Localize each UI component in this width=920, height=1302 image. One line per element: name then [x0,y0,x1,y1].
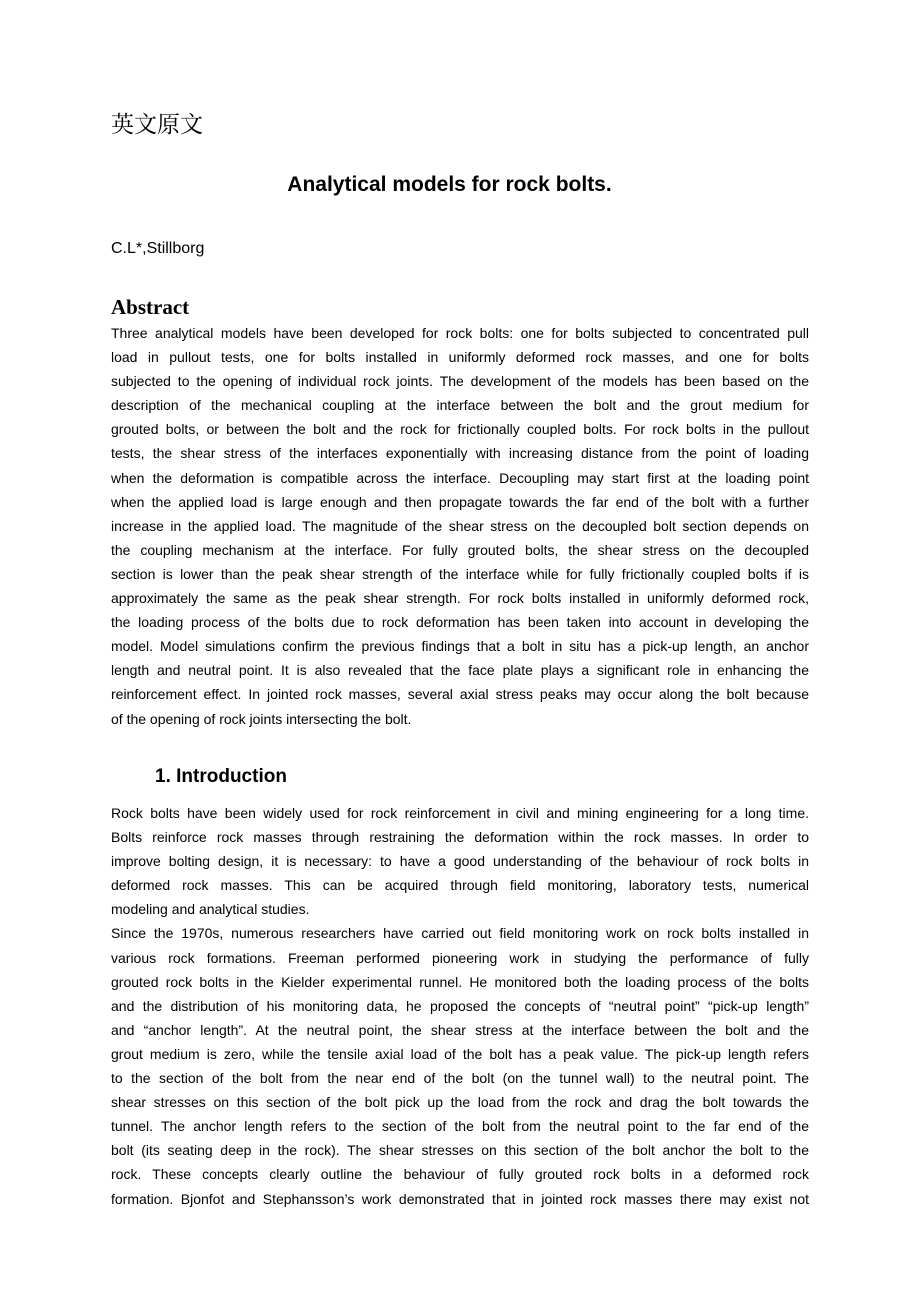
text-line: length and neutral point. It is also revealed that the face plate plays a significant role in enhancing the [111,662,809,679]
text-line: Bolts reinforce rock masses through restraining the deformation within the rock masses. In order to [111,829,809,846]
text-line: grout medium is zero, while the tensile axial load of the bolt has a peak value. The pick-up length refers [111,1045,809,1062]
abstract-paragraph [111,321,809,731]
introduction-heading: 1. Introduction [155,766,287,787]
text-line: description of the mechanical coupling at the interface between the bolt and the grout medium for [111,397,809,414]
text-line: and the distribution of his monitoring data, he proposed the concepts of “neutral point” “pick-up length” [111,997,809,1014]
text-line: rock. These concepts clearly outline the behaviour of fully grouted rock bolts in a deformed rock [111,1166,809,1183]
introduction-paragraph [111,921,809,1210]
text-line: increase in the applied load. The magnitude of the shear stress on the decoupled bolt section depends on [111,517,809,534]
introduction-paragraph [111,801,809,921]
text-line: grouted rock bolts in the Kielder experimental runnel. He monitored both the loading process of the bolts [111,973,809,990]
text-line: Three analytical models have been developed for rock bolts: one for bolts subjected to concentrated pull [111,325,809,341]
text-line: grouted bolts, or between the bolt and the rock for frictionally coupled bolts. For rock bolts in the pullout [111,421,809,438]
text-line: shear stresses on this section of the bolt pick up the load from the rock and drag the bolt towards the [111,1094,809,1111]
text-line: model. Model simulations confirm the previous findings that a bolt in situ has a pick-up length, an anchor [111,638,809,655]
text-line: to the section of the bolt from the near end of the bolt (on the tunnel wall) to the neutral point. The [111,1070,809,1087]
text-line: formation. Bjonfot and Stephansson’s work demonstrated that in jointed rock masses there may exist not [111,1190,809,1207]
text-line: reinforcement effect. In jointed rock masses, several axial stress peaks may occur along the bolt because [111,686,809,703]
abstract-heading: Abstract [111,295,190,319]
text-line: when the deformation is compatible across the interface. Decoupling may start first at the loading point [111,469,809,486]
text-line: load in pullout tests, one for bolts installed in uniformly deformed rock masses, and one for bolts [111,349,809,366]
text-line: tunnel. The anchor length refers to the section of the bolt from the neutral point to the far end of the [111,1118,809,1135]
text-line: approximately the same as the peak shear strength. For rock bolts installed in uniformly deformed rock, [111,590,809,607]
text-line: the coupling mechanism at the interface. For fully grouted bolts, the shear stress on the decoupled [111,541,809,558]
text-line: various rock formations. Freeman performed pioneering work in studying the performance of fully [111,949,809,966]
text-line: and “anchor length”. At the neutral point, the shear stress at the interface between the bolt and the [111,1021,809,1038]
abstract-body [111,321,809,731]
text-line: improve bolting design, it is necessary: to have a good understanding of the behaviour of rock bolts in [111,853,809,870]
text-line: bolt (its seating deep in the rock). The shear stresses on this section of the bolt anchor the bolt to the [111,1142,809,1159]
text-line: Rock bolts have been widely used for rock reinforcement in civil and mining engineering for a long time. [111,805,809,821]
text-line: subjected to the opening of individual rock joints. The development of the models has been based on the [111,373,809,390]
text-line: when the applied load is large enough and then propagate towards the far end of the bolt with a further [111,493,809,510]
author-line: C.L*,Stillborg [111,240,205,257]
paper-title: Analytical models for rock bolts. [287,173,612,196]
text-line: modeling and analytical studies. [111,901,310,918]
original-text-label: 英文原文 [111,112,203,138]
text-line: Since the 1970s, numerous researchers have carried out field monitoring work on rock bolts installed in [111,925,809,942]
text-line: the loading process of the bolts due to rock deformation has been taken into account in developing the [111,614,809,631]
text-line: section is lower than the peak shear strength of the interface while for fully frictionally coupled bolts if is [111,565,809,582]
text-line: deformed rock masses. This can be acquired through field monitoring, laboratory tests, numerical [111,877,809,894]
introduction-body [111,801,809,1211]
text-line: tests, the shear stress of the interfaces exponentially with increasing distance from the point of loading [111,445,809,462]
text-line: of the opening of rock joints intersecting the bolt. [111,710,412,727]
